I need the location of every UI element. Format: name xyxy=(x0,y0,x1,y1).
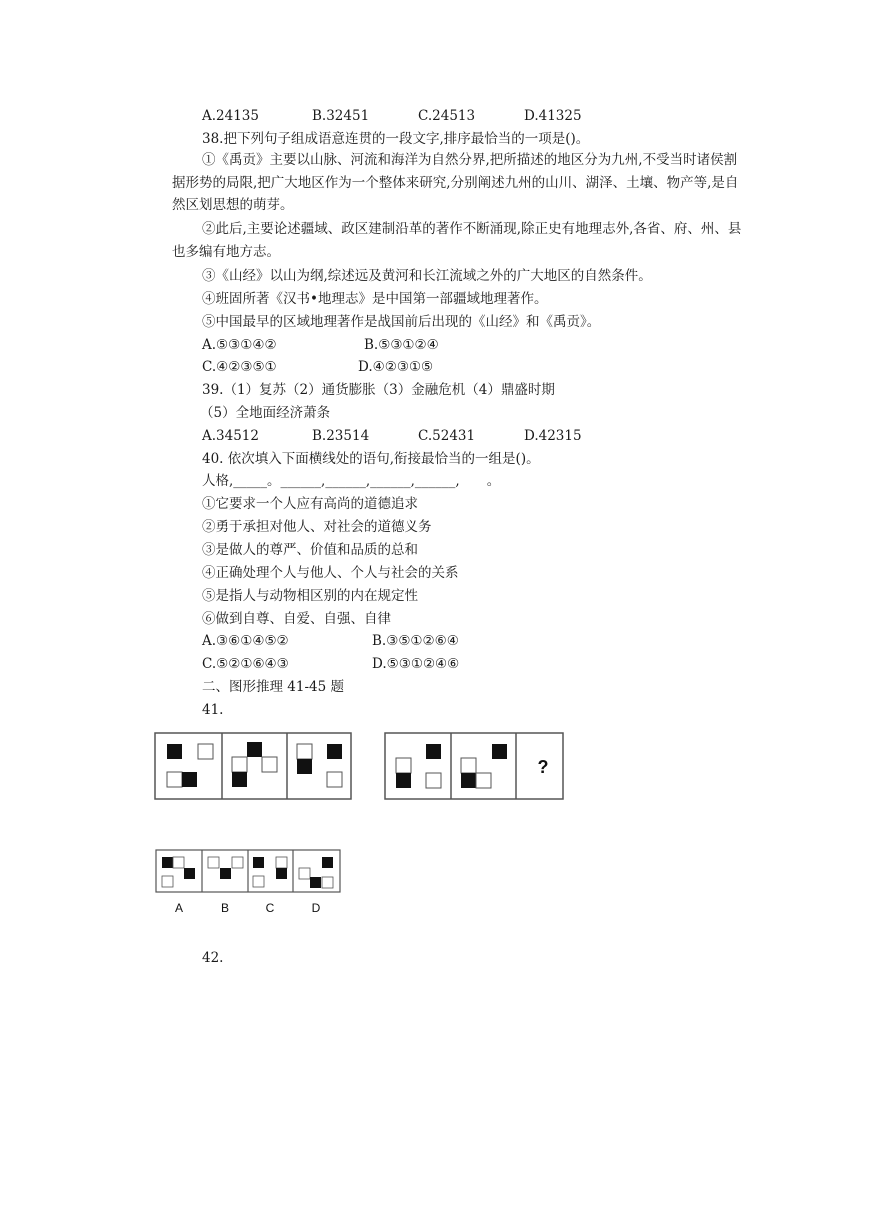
white-square xyxy=(262,757,277,772)
white-square xyxy=(198,744,213,759)
q38-sentence-2: ②此后,主要论述疆域、政区建制沿革的著作不断涌现,除正史有地理志外,各省、府、州、县也多编有地方志。 xyxy=(172,221,742,260)
q39-stem-continued: （5）全地面经济萧条 xyxy=(200,405,331,421)
q39-option-d: D.42315 xyxy=(524,428,582,444)
q38-option-a: A.⑤③①④② xyxy=(202,337,277,353)
black-square xyxy=(162,857,173,868)
white-square xyxy=(299,868,310,879)
q40-option-d: D.⑤③①②④⑥ xyxy=(372,656,460,672)
q41-question-mark: ? xyxy=(537,757,549,777)
q41-answer-figure xyxy=(152,848,344,918)
q39-option-c: C.52431 xyxy=(418,428,476,444)
white-square xyxy=(297,744,312,759)
q40-sentence-4: ④正确处理个人与他人、个人与社会的关系 xyxy=(202,565,459,581)
white-square xyxy=(426,773,441,788)
black-square xyxy=(297,759,312,774)
white-square xyxy=(162,876,173,887)
q39-option-a: A.34512 xyxy=(202,428,259,444)
q40-blank-line: 人格,_____。______,______,______,______, 。 xyxy=(202,473,501,489)
q41-answer-label-b: B xyxy=(220,901,230,915)
q38-sentence-4: ④班固所著《汉书•地理志》是中国第一部疆域地理著作。 xyxy=(202,291,548,307)
q40-option-b: B.③⑤①②⑥④ xyxy=(372,633,459,649)
q37-option-a: A.24135 xyxy=(202,108,259,124)
black-square xyxy=(396,773,411,788)
q38-stem: 38.把下列句子组成语意连贯的一段文字,排序最恰当的一项是()。 xyxy=(202,131,590,147)
black-square xyxy=(253,857,264,868)
q40-sentence-6: ⑥做到自尊、自爱、自强、自律 xyxy=(202,611,391,627)
q40-sentence-5: ⑤是指人与动物相区别的内在规定性 xyxy=(202,588,418,604)
q38-option-b: B.⑤③①②④ xyxy=(364,337,439,353)
black-square xyxy=(276,868,287,879)
white-square xyxy=(396,758,411,773)
q38-sentence-5: ⑤中国最早的区域地理著作是战国前后出现的《山经》和《禹贡》。 xyxy=(202,314,601,330)
black-square xyxy=(182,772,197,787)
black-square xyxy=(247,742,262,757)
q39-stem: 39.（1）复苏（2）通货膨胀（3）金融危机（4）鼎盛时期 xyxy=(202,382,555,398)
q38-sentence-3: ③《山经》以山为纲,综述远及黄河和长江流域之外的广大地区的自然条件。 xyxy=(202,268,652,284)
white-square xyxy=(173,857,184,868)
q40-sentence-1: ①它要求一个人应有高尚的道德追求 xyxy=(202,496,418,512)
black-square xyxy=(327,744,342,759)
q39-option-b: B.23514 xyxy=(312,428,370,444)
white-square xyxy=(208,857,219,868)
black-square xyxy=(492,744,507,759)
white-square xyxy=(232,857,243,868)
white-square xyxy=(167,772,182,787)
q37-option-c: C.24513 xyxy=(418,108,476,124)
black-square xyxy=(167,744,182,759)
white-square xyxy=(476,773,491,788)
q40-option-a: A.③⑥①④⑤② xyxy=(202,633,289,649)
q40-sentence-2: ②勇于承担对他人、对社会的道德义务 xyxy=(202,519,432,535)
black-square xyxy=(322,857,333,868)
q41-answer-label-a: A xyxy=(174,901,184,915)
q40-option-c: C.⑤②①⑥④③ xyxy=(202,656,289,672)
black-square xyxy=(220,868,231,879)
black-square xyxy=(310,877,321,888)
white-square xyxy=(461,758,476,773)
white-square xyxy=(327,772,342,787)
q40-sentence-3: ③是做人的尊严、价值和品质的总和 xyxy=(202,542,418,558)
q41-label: 41. xyxy=(202,702,224,718)
q40-stem: 40. 依次填入下面横线处的语句,衔接最恰当的一组是()。 xyxy=(202,451,540,467)
black-square xyxy=(461,773,476,788)
q41-answer-label-c: C xyxy=(265,901,275,915)
black-square xyxy=(426,744,441,759)
q38-option-d: D.④②③①⑤ xyxy=(358,359,434,375)
white-square xyxy=(322,877,333,888)
q38-option-c: C.④②③⑤① xyxy=(202,359,277,375)
section-heading: 二、图形推理 41-45 题 xyxy=(202,679,345,695)
q38-sentence-1: ①《禹贡》主要以山脉、河流和海洋为自然分界,把所描述的地区分为九州,不受当时诸侯割据形势的局限,把广大地区作为一个整体来研究,分别阐述九州的山川、湖泽、土壤、物产等,是自然区划思想的萌芽。 xyxy=(172,152,739,213)
black-square xyxy=(184,868,195,879)
white-square xyxy=(232,757,247,772)
q37-option-b: B.32451 xyxy=(312,108,370,124)
q37-option-d: D.41325 xyxy=(524,108,582,124)
q41-sequence-figure xyxy=(150,730,570,806)
q42-label: 42. xyxy=(202,950,224,966)
black-square xyxy=(232,772,247,787)
q41-answer-label-d: D xyxy=(311,901,321,915)
white-square xyxy=(276,857,287,868)
white-square xyxy=(253,876,264,887)
